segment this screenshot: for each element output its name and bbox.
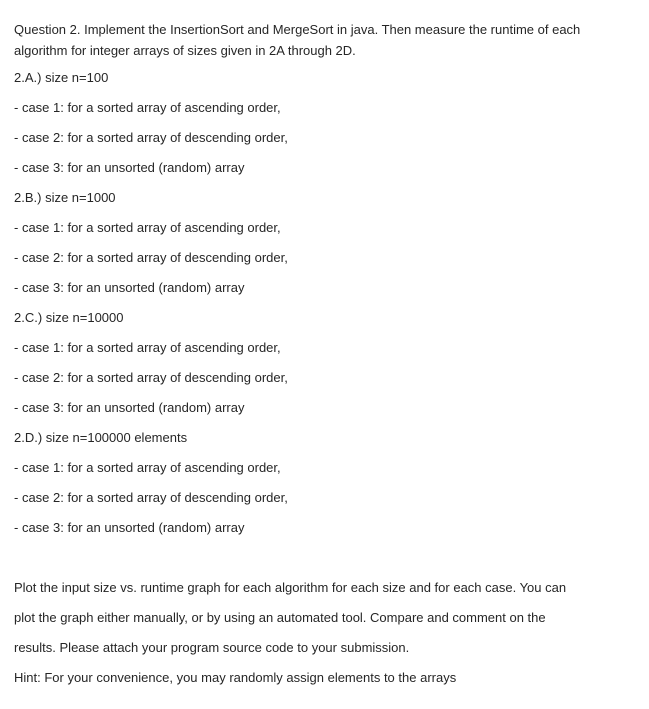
section-2c-case-1: - case 1: for a sorted array of ascending order,	[14, 340, 281, 355]
section-2c-case-3: - case 3: for an unsorted (random) array	[14, 400, 245, 415]
section-2c-heading: 2.C.) size n=10000	[14, 310, 124, 325]
section-2d-case-1: - case 1: for a sorted array of ascending order,	[14, 460, 281, 475]
section-2b-heading: 2.B.) size n=1000	[14, 190, 116, 205]
footer-line-1: Plot the input size vs. runtime graph for each algorithm for each size and for each case. You can	[14, 580, 567, 595]
section-2d-case-2: - case 2: for a sorted array of descending order,	[14, 490, 288, 505]
section-2a-case-2: - case 2: for a sorted array of descending order,	[14, 130, 288, 145]
section-2a-case-3: - case 3: for an unsorted (random) array	[14, 160, 245, 175]
footer-line-2: plot the graph either manually, or by using an automated tool. Compare and comment on the	[14, 610, 546, 625]
hint-line: Hint: For your convenience, you may randomly assign elements to the arrays	[14, 670, 457, 685]
section-2b-case-3: - case 3: for an unsorted (random) array	[14, 280, 245, 295]
section-2a-heading: 2.A.) size n=100	[14, 70, 109, 85]
section-2d-heading: 2.D.) size n=100000 elements	[14, 430, 188, 445]
section-2b-case-2: - case 2: for a sorted array of descending order,	[14, 250, 288, 265]
section-2c-case-2: - case 2: for a sorted array of descending order,	[14, 370, 288, 385]
section-2d-case-3: - case 3: for an unsorted (random) array	[14, 520, 245, 535]
question-intro: Question 2. Implement the InsertionSort and MergeSort in java. Then measure the runtime of each algorithm for integer arrays of sizes given in 2A through 2D.	[14, 22, 581, 58]
footer-line-3: results. Please attach your program source code to your submission.	[14, 640, 410, 655]
section-2b-case-1: - case 1: for a sorted array of ascending order,	[14, 220, 281, 235]
section-2a-case-1: - case 1: for a sorted array of ascending order,	[14, 100, 281, 115]
